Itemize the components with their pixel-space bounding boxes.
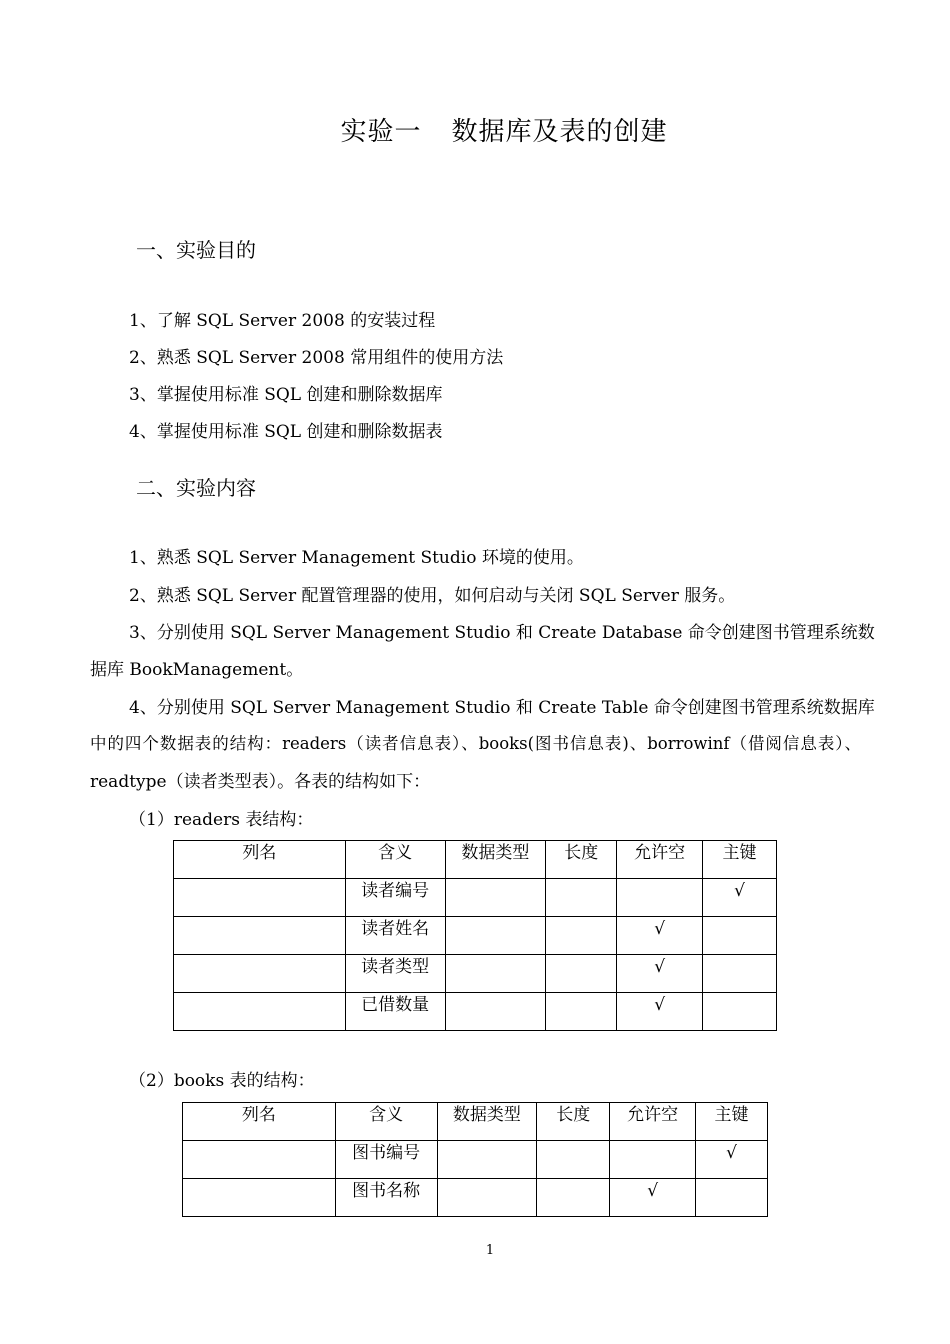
table-row — [174, 879, 777, 917]
content-line: 据库 BookManagement。 — [90, 660, 304, 680]
table-cell — [437, 1179, 537, 1217]
header-cell: 含义 — [335, 1103, 437, 1141]
header-cell: 允许空 — [610, 1103, 696, 1141]
content-line: 2、熟悉 SQL Server 配置管理器的使用，如何启动与关闭 SQL Server 服务。 — [129, 586, 736, 606]
header-cell: 长度 — [537, 1103, 610, 1141]
table-cell — [696, 1179, 768, 1217]
purpose-item: 1、了解 SQL Server 2008 的安装过程 — [129, 311, 436, 331]
table-cell: 已借数量 — [345, 993, 445, 1031]
table-row — [183, 1141, 768, 1179]
table-cell — [437, 1141, 537, 1179]
table-cell: √ — [617, 955, 703, 993]
table-cell — [546, 879, 617, 917]
table-cell: √ — [703, 879, 777, 917]
table-cell: 图书名称 — [335, 1179, 437, 1217]
header-cell: 含义 — [345, 841, 445, 879]
table-cell: √ — [617, 993, 703, 1031]
table-cell: 读者类型 — [345, 955, 445, 993]
table-cell — [703, 993, 777, 1031]
table-cell: √ — [696, 1141, 768, 1179]
page-number: 1 — [485, 1243, 495, 1258]
table-cell — [610, 1141, 696, 1179]
header-cell: 列名 — [174, 841, 346, 879]
header-cell: 允许空 — [617, 841, 703, 879]
table-cell — [445, 955, 546, 993]
table-cell: 读者编号 — [345, 879, 445, 917]
table-cell — [537, 1179, 610, 1217]
title-topic: 数据库及表的创建 — [451, 117, 668, 147]
table-header-row — [183, 1103, 768, 1141]
purpose-item: 2、熟悉 SQL Server 2008 常用组件的使用方法 — [129, 348, 504, 368]
table-row — [174, 993, 777, 1031]
table-cell — [174, 993, 346, 1031]
table-caption-readers: （1）readers 表结构： — [129, 810, 314, 830]
content-line: 1、熟悉 SQL Server Management Studio 环境的使用。 — [129, 548, 584, 568]
table-cell — [174, 955, 346, 993]
table-cell — [546, 993, 617, 1031]
table-cell — [445, 879, 546, 917]
table-cell — [183, 1141, 336, 1179]
table-cell: √ — [610, 1179, 696, 1217]
purpose-item: 3、掌握使用标准 SQL 创建和删除数据库 — [129, 385, 443, 405]
content-line: readtype（读者类型表）。各表的结构如下： — [90, 772, 431, 792]
table-cell — [703, 955, 777, 993]
header-cell: 主键 — [703, 841, 777, 879]
content-line: 4、分别使用 SQL Server Management Studio 和 Create Table 命令创建图书管理系统数据库 — [129, 698, 875, 718]
table-cell — [174, 879, 346, 917]
section-heading-purpose: 一、实验目的 — [136, 238, 256, 262]
table-cell — [703, 917, 777, 955]
table-cell — [546, 955, 617, 993]
page-title — [0, 111, 950, 148]
header-cell: 列名 — [183, 1103, 336, 1141]
table-cell — [183, 1179, 336, 1217]
table-cell — [617, 879, 703, 917]
table-cell: √ — [617, 917, 703, 955]
header-cell: 数据类型 — [437, 1103, 537, 1141]
table-cell: 读者姓名 — [345, 917, 445, 955]
content-line: 3、分别使用 SQL Server Management Studio 和 Create Database 命令创建图书管理系统数 — [129, 623, 875, 643]
table-cell — [537, 1141, 610, 1179]
header-cell: 长度 — [546, 841, 617, 879]
title-experiment-number: 实验一 — [340, 117, 422, 147]
table-cell — [445, 993, 546, 1031]
books-structure-table — [182, 1102, 768, 1217]
readers-structure-table — [173, 840, 777, 1031]
table-cell — [546, 917, 617, 955]
table-cell: 图书编号 — [335, 1141, 437, 1179]
table-cell — [174, 917, 346, 955]
purpose-item: 4、掌握使用标准 SQL 创建和删除数据表 — [129, 422, 443, 442]
section-heading-content: 二、实验内容 — [136, 476, 256, 500]
table-row — [174, 917, 777, 955]
table-cell — [445, 917, 546, 955]
table-header-row — [174, 841, 777, 879]
content-line: 中的四个数据表的结构：readers（读者信息表）、books(图书信息表)、borrowinf（借阅信息表）、 — [90, 734, 861, 753]
table-caption-books: （2）books 表的结构： — [129, 1071, 315, 1091]
header-cell: 主键 — [696, 1103, 768, 1141]
table-row — [174, 955, 777, 993]
table-row — [183, 1179, 768, 1217]
header-cell: 数据类型 — [445, 841, 546, 879]
